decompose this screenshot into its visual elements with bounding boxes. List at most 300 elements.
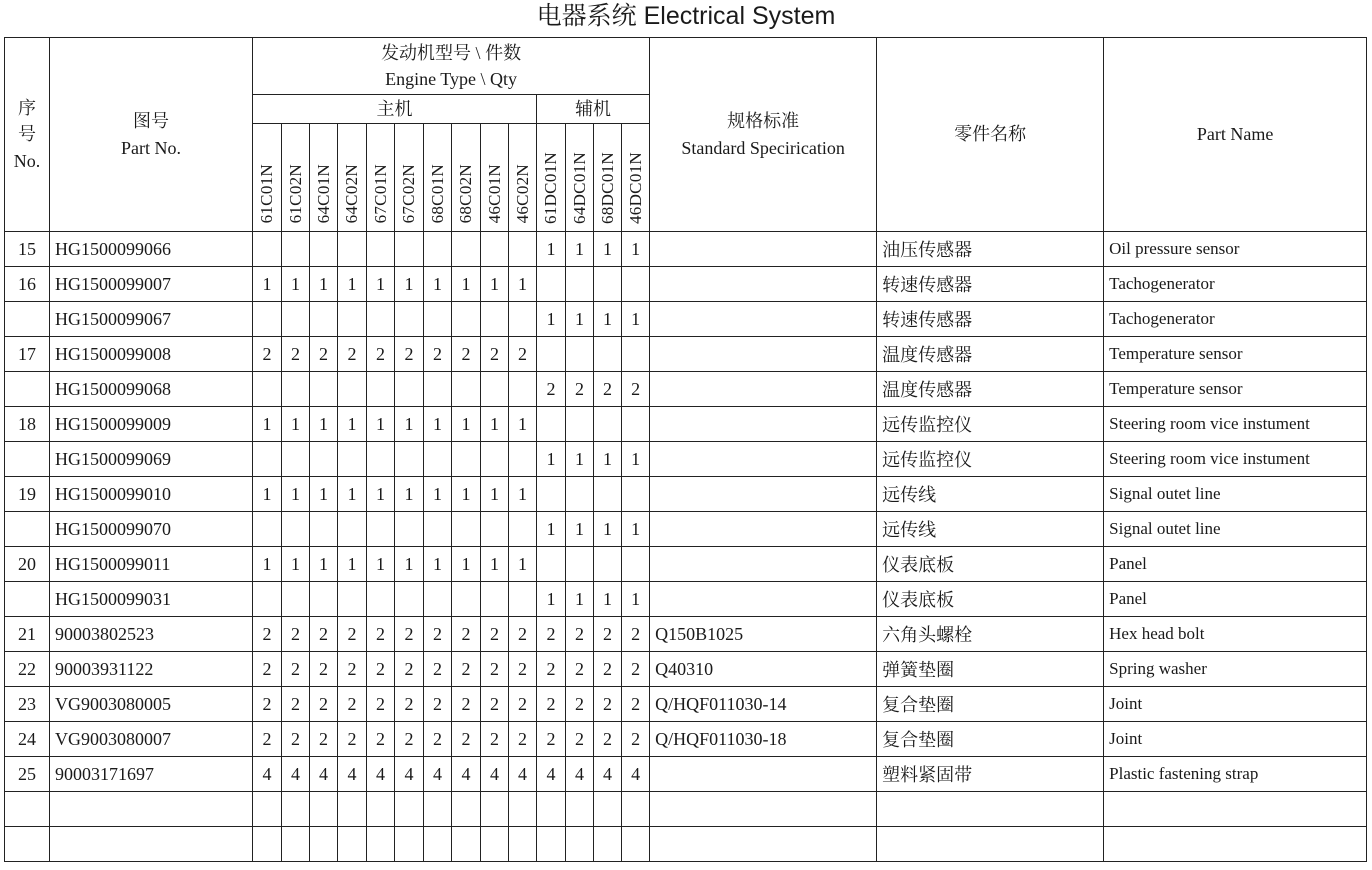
header-seq-en: No.	[13, 150, 41, 171]
standard-spec	[650, 442, 877, 477]
qty-cell: 2	[338, 722, 367, 757]
qty-cell	[481, 582, 509, 617]
qty-cell: 4	[566, 757, 594, 792]
table-row	[5, 512, 1367, 547]
qty-cell: 2	[367, 652, 395, 687]
qty-cell	[395, 372, 424, 407]
part-name-en: Oil pressure sensor	[1104, 232, 1367, 267]
qty-cell: 2	[509, 687, 537, 722]
qty-cell	[537, 407, 566, 442]
qty-cell: 2	[282, 652, 310, 687]
qty-cell: 1	[253, 407, 282, 442]
qty-cell: 1	[537, 582, 566, 617]
standard-spec	[650, 407, 877, 442]
row-number: 23	[5, 687, 50, 722]
qty-cell: 1	[622, 232, 650, 267]
standard-spec	[650, 582, 877, 617]
part-name-zh: 温度传感器	[877, 372, 1104, 407]
qty-cell: 2	[481, 337, 509, 372]
part-number: HG1500099010	[50, 477, 253, 512]
qty-cell	[622, 827, 650, 862]
qty-cell	[310, 512, 338, 547]
row-number: 19	[5, 477, 50, 512]
qty-cell	[395, 512, 424, 547]
row-number	[5, 512, 50, 547]
part-name-zh	[877, 792, 1104, 827]
part-number: HG1500099066	[50, 232, 253, 267]
qty-cell: 1	[481, 267, 509, 302]
qty-cell	[424, 792, 452, 827]
engine-type-header	[282, 124, 310, 232]
qty-cell: 2	[282, 617, 310, 652]
table-row	[5, 652, 1367, 687]
qty-cell: 2	[566, 617, 594, 652]
qty-cell: 2	[395, 617, 424, 652]
row-number: 17	[5, 337, 50, 372]
qty-cell: 2	[310, 617, 338, 652]
part-name-en: Steering room vice instument	[1104, 407, 1367, 442]
qty-cell: 1	[338, 267, 367, 302]
qty-cell: 2	[594, 687, 622, 722]
qty-cell: 2	[509, 337, 537, 372]
qty-cell: 1	[310, 547, 338, 582]
qty-cell	[594, 477, 622, 512]
part-name-zh: 复合垫圈	[877, 687, 1104, 722]
qty-cell: 2	[594, 722, 622, 757]
qty-cell	[282, 827, 310, 862]
qty-cell	[509, 372, 537, 407]
row-number	[5, 792, 50, 827]
qty-cell: 4	[594, 757, 622, 792]
qty-cell: 2	[622, 652, 650, 687]
table-row	[5, 547, 1367, 582]
qty-cell	[310, 372, 338, 407]
qty-cell: 2	[338, 687, 367, 722]
part-name-en	[1104, 792, 1367, 827]
qty-cell: 2	[594, 372, 622, 407]
qty-cell: 2	[424, 617, 452, 652]
qty-cell: 1	[481, 407, 509, 442]
qty-cell: 1	[424, 267, 452, 302]
table-row	[5, 617, 1367, 652]
qty-cell	[566, 827, 594, 862]
qty-cell	[509, 232, 537, 267]
part-name-zh: 远传监控仪	[877, 407, 1104, 442]
part-number: 90003802523	[50, 617, 253, 652]
qty-cell: 2	[395, 687, 424, 722]
qty-cell: 2	[594, 652, 622, 687]
row-number: 20	[5, 547, 50, 582]
standard-spec	[650, 512, 877, 547]
qty-cell: 2	[594, 617, 622, 652]
engine-type-header	[310, 124, 338, 232]
qty-cell	[622, 477, 650, 512]
header-seq	[5, 38, 50, 232]
qty-cell	[367, 512, 395, 547]
qty-cell	[310, 232, 338, 267]
part-name-zh: 油压传感器	[877, 232, 1104, 267]
qty-cell: 4	[310, 757, 338, 792]
part-name-en: Tachogenerator	[1104, 267, 1367, 302]
row-number: 16	[5, 267, 50, 302]
qty-cell	[310, 302, 338, 337]
header-part-en: Part No.	[121, 137, 181, 158]
engine-type-header	[594, 124, 622, 232]
qty-cell	[622, 337, 650, 372]
qty-cell: 1	[367, 547, 395, 582]
qty-cell: 2	[367, 617, 395, 652]
qty-cell: 2	[424, 652, 452, 687]
part-name-en: Panel	[1104, 582, 1367, 617]
qty-cell: 4	[622, 757, 650, 792]
qty-cell	[452, 512, 481, 547]
part-number: 90003171697	[50, 757, 253, 792]
qty-cell: 4	[395, 757, 424, 792]
qty-cell: 4	[481, 757, 509, 792]
qty-cell: 2	[537, 617, 566, 652]
qty-cell	[594, 792, 622, 827]
qty-cell	[481, 442, 509, 477]
part-name-zh: 仪表底板	[877, 547, 1104, 582]
qty-cell: 2	[253, 687, 282, 722]
standard-spec	[650, 302, 877, 337]
qty-cell	[509, 302, 537, 337]
row-number	[5, 372, 50, 407]
qty-cell	[253, 302, 282, 337]
qty-cell	[253, 442, 282, 477]
qty-cell: 1	[338, 477, 367, 512]
row-number	[5, 442, 50, 477]
qty-cell: 1	[509, 547, 537, 582]
qty-cell	[622, 267, 650, 302]
qty-cell	[282, 582, 310, 617]
standard-spec	[650, 232, 877, 267]
table-row	[5, 232, 1367, 267]
part-number: HG1500099070	[50, 512, 253, 547]
qty-cell: 2	[424, 722, 452, 757]
qty-cell	[424, 582, 452, 617]
qty-cell	[481, 792, 509, 827]
standard-spec: Q150B1025	[650, 617, 877, 652]
standard-spec	[650, 337, 877, 372]
standard-spec	[650, 477, 877, 512]
qty-cell: 4	[537, 757, 566, 792]
qty-cell	[338, 512, 367, 547]
row-number: 24	[5, 722, 50, 757]
row-number	[5, 302, 50, 337]
qty-cell: 2	[622, 372, 650, 407]
qty-cell: 2	[566, 722, 594, 757]
qty-cell: 1	[282, 407, 310, 442]
row-number	[5, 827, 50, 862]
qty-cell: 2	[622, 722, 650, 757]
row-number: 15	[5, 232, 50, 267]
qty-cell: 2	[395, 337, 424, 372]
qty-cell: 2	[509, 652, 537, 687]
engine-type-label: 64DC01N	[569, 151, 589, 224]
qty-cell	[310, 792, 338, 827]
qty-cell: 4	[367, 757, 395, 792]
table-row	[5, 687, 1367, 722]
part-number: HG1500099069	[50, 442, 253, 477]
qty-cell	[367, 372, 395, 407]
qty-cell: 2	[395, 722, 424, 757]
header-name-zh: 零件名称	[877, 38, 1104, 232]
qty-cell: 2	[509, 617, 537, 652]
header-aux-engine: 辅机	[537, 95, 650, 124]
qty-cell: 1	[253, 547, 282, 582]
part-name-en: Joint	[1104, 687, 1367, 722]
qty-cell	[253, 512, 282, 547]
qty-cell	[452, 232, 481, 267]
qty-cell	[338, 442, 367, 477]
qty-cell	[395, 827, 424, 862]
header-seq-zh2: 号	[18, 124, 36, 145]
qty-cell	[566, 407, 594, 442]
qty-cell: 1	[282, 477, 310, 512]
qty-cell	[367, 232, 395, 267]
qty-cell: 2	[310, 337, 338, 372]
part-name-zh	[877, 827, 1104, 862]
qty-cell	[452, 792, 481, 827]
engine-type-label: 67C02N	[399, 164, 418, 224]
qty-cell: 2	[481, 652, 509, 687]
part-name-en: Spring washer	[1104, 652, 1367, 687]
qty-cell: 1	[481, 547, 509, 582]
header-engine-zh: 发动机型号 \ 件数	[381, 42, 522, 63]
header-name-en: Part Name	[1104, 38, 1367, 232]
engine-type-header	[367, 124, 395, 232]
qty-cell: 1	[452, 407, 481, 442]
qty-cell	[622, 547, 650, 582]
qty-cell	[395, 442, 424, 477]
qty-cell: 2	[310, 652, 338, 687]
part-name-zh: 仪表底板	[877, 582, 1104, 617]
qty-cell	[594, 827, 622, 862]
qty-cell: 1	[622, 582, 650, 617]
qty-cell: 2	[367, 687, 395, 722]
engine-type-label: 61C02N	[285, 164, 305, 224]
qty-cell: 2	[537, 372, 566, 407]
qty-cell: 1	[253, 267, 282, 302]
header-standard-zh: 规格标准	[727, 111, 800, 132]
qty-cell: 1	[452, 477, 481, 512]
part-name-en: Hex head bolt	[1104, 617, 1367, 652]
qty-cell: 1	[310, 477, 338, 512]
qty-cell: 1	[566, 232, 594, 267]
part-name-zh: 远传监控仪	[877, 442, 1104, 477]
qty-cell	[367, 582, 395, 617]
qty-cell	[282, 372, 310, 407]
qty-cell: 2	[566, 372, 594, 407]
table-row	[5, 582, 1367, 617]
qty-cell: 1	[594, 582, 622, 617]
qty-cell	[566, 267, 594, 302]
qty-cell: 1	[594, 512, 622, 547]
qty-cell: 1	[509, 477, 537, 512]
qty-cell: 2	[537, 722, 566, 757]
standard-spec	[650, 757, 877, 792]
qty-cell	[282, 512, 310, 547]
engine-type-label: 46C01N	[484, 164, 504, 224]
qty-cell	[509, 442, 537, 477]
qty-cell	[537, 827, 566, 862]
table-row	[5, 407, 1367, 442]
part-name-en: Signal outet line	[1104, 477, 1367, 512]
qty-cell: 2	[338, 617, 367, 652]
qty-cell	[310, 582, 338, 617]
qty-cell: 1	[338, 407, 367, 442]
qty-cell: 1	[622, 442, 650, 477]
row-number: 22	[5, 652, 50, 687]
qty-cell: 1	[537, 302, 566, 337]
qty-cell	[509, 792, 537, 827]
qty-cell: 2	[424, 687, 452, 722]
qty-cell: 2	[310, 722, 338, 757]
qty-cell: 2	[452, 337, 481, 372]
qty-cell: 4	[338, 757, 367, 792]
standard-spec: Q/HQF011030-14	[650, 687, 877, 722]
qty-cell	[310, 442, 338, 477]
qty-cell: 2	[481, 617, 509, 652]
qty-cell	[338, 302, 367, 337]
qty-cell: 2	[622, 617, 650, 652]
qty-cell	[481, 232, 509, 267]
qty-cell	[509, 827, 537, 862]
engine-type-label: 64C01N	[313, 164, 333, 224]
header-engine-type	[253, 38, 650, 95]
qty-cell: 4	[424, 757, 452, 792]
engine-type-header	[537, 124, 566, 232]
part-name-zh: 复合垫圈	[877, 722, 1104, 757]
table-row	[5, 302, 1367, 337]
qty-cell	[310, 827, 338, 862]
qty-cell: 1	[282, 547, 310, 582]
part-name-zh: 六角头螺栓	[877, 617, 1104, 652]
qty-cell	[481, 302, 509, 337]
qty-cell	[537, 267, 566, 302]
engine-type-header	[509, 124, 537, 232]
standard-spec: Q/HQF011030-18	[650, 722, 877, 757]
engine-type-header	[338, 124, 367, 232]
qty-cell: 2	[566, 687, 594, 722]
qty-cell: 1	[452, 547, 481, 582]
qty-cell: 2	[481, 722, 509, 757]
part-name-en: Panel	[1104, 547, 1367, 582]
qty-cell: 2	[338, 652, 367, 687]
engine-type-label: 67C01N	[370, 164, 390, 224]
qty-cell	[622, 407, 650, 442]
part-name-zh: 转速传感器	[877, 267, 1104, 302]
qty-cell	[338, 232, 367, 267]
qty-cell	[481, 827, 509, 862]
header-seq-zh: 序	[18, 98, 36, 119]
qty-cell: 4	[282, 757, 310, 792]
engine-type-header	[253, 124, 282, 232]
qty-cell: 1	[622, 302, 650, 337]
table-row	[5, 337, 1367, 372]
qty-cell	[566, 547, 594, 582]
qty-cell	[594, 267, 622, 302]
qty-cell: 1	[594, 442, 622, 477]
qty-cell: 1	[509, 407, 537, 442]
part-number: HG1500099067	[50, 302, 253, 337]
qty-cell	[338, 792, 367, 827]
qty-cell: 1	[367, 267, 395, 302]
qty-cell	[395, 232, 424, 267]
standard-spec	[650, 267, 877, 302]
engine-type-label: 61DC01N	[541, 151, 560, 224]
qty-cell: 2	[481, 687, 509, 722]
qty-cell: 1	[509, 267, 537, 302]
part-number: 90003931122	[50, 652, 253, 687]
header-engine-en: Engine Type \ Qty	[385, 69, 518, 89]
standard-spec	[650, 547, 877, 582]
parts-table	[4, 37, 1367, 862]
standard-spec	[650, 792, 877, 827]
qty-cell: 1	[481, 477, 509, 512]
qty-cell: 2	[452, 687, 481, 722]
qty-cell	[566, 792, 594, 827]
part-name-zh: 远传线	[877, 477, 1104, 512]
qty-cell: 1	[424, 477, 452, 512]
qty-cell	[424, 232, 452, 267]
qty-cell: 1	[253, 477, 282, 512]
engine-type-label: 46DC01N	[625, 151, 645, 224]
qty-cell	[537, 337, 566, 372]
qty-cell: 2	[452, 652, 481, 687]
standard-spec	[650, 372, 877, 407]
qty-cell: 2	[509, 722, 537, 757]
part-name-en: Signal outet line	[1104, 512, 1367, 547]
qty-cell: 1	[424, 547, 452, 582]
part-number: VG9003080005	[50, 687, 253, 722]
qty-cell	[481, 512, 509, 547]
qty-cell	[253, 372, 282, 407]
qty-cell: 2	[452, 617, 481, 652]
qty-cell	[424, 512, 452, 547]
qty-cell	[537, 477, 566, 512]
qty-cell	[395, 792, 424, 827]
part-name-zh: 弹簧垫圈	[877, 652, 1104, 687]
qty-cell: 4	[452, 757, 481, 792]
qty-cell: 1	[367, 407, 395, 442]
qty-cell	[594, 407, 622, 442]
part-name-en: Temperature sensor	[1104, 337, 1367, 372]
standard-spec: Q40310	[650, 652, 877, 687]
table-row	[5, 477, 1367, 512]
qty-cell	[253, 232, 282, 267]
engine-type-header	[622, 124, 650, 232]
row-number: 18	[5, 407, 50, 442]
qty-cell: 2	[338, 337, 367, 372]
row-number	[5, 582, 50, 617]
qty-cell	[338, 372, 367, 407]
qty-cell	[253, 582, 282, 617]
qty-cell	[395, 582, 424, 617]
part-name-zh: 温度传感器	[877, 337, 1104, 372]
qty-cell	[367, 792, 395, 827]
part-number	[50, 827, 253, 862]
qty-cell: 1	[566, 442, 594, 477]
qty-cell: 2	[282, 687, 310, 722]
qty-cell: 2	[452, 722, 481, 757]
qty-cell: 2	[282, 722, 310, 757]
qty-cell	[452, 302, 481, 337]
table-row	[5, 792, 1367, 827]
qty-cell	[622, 792, 650, 827]
engine-type-label: 61C01N	[257, 164, 276, 224]
